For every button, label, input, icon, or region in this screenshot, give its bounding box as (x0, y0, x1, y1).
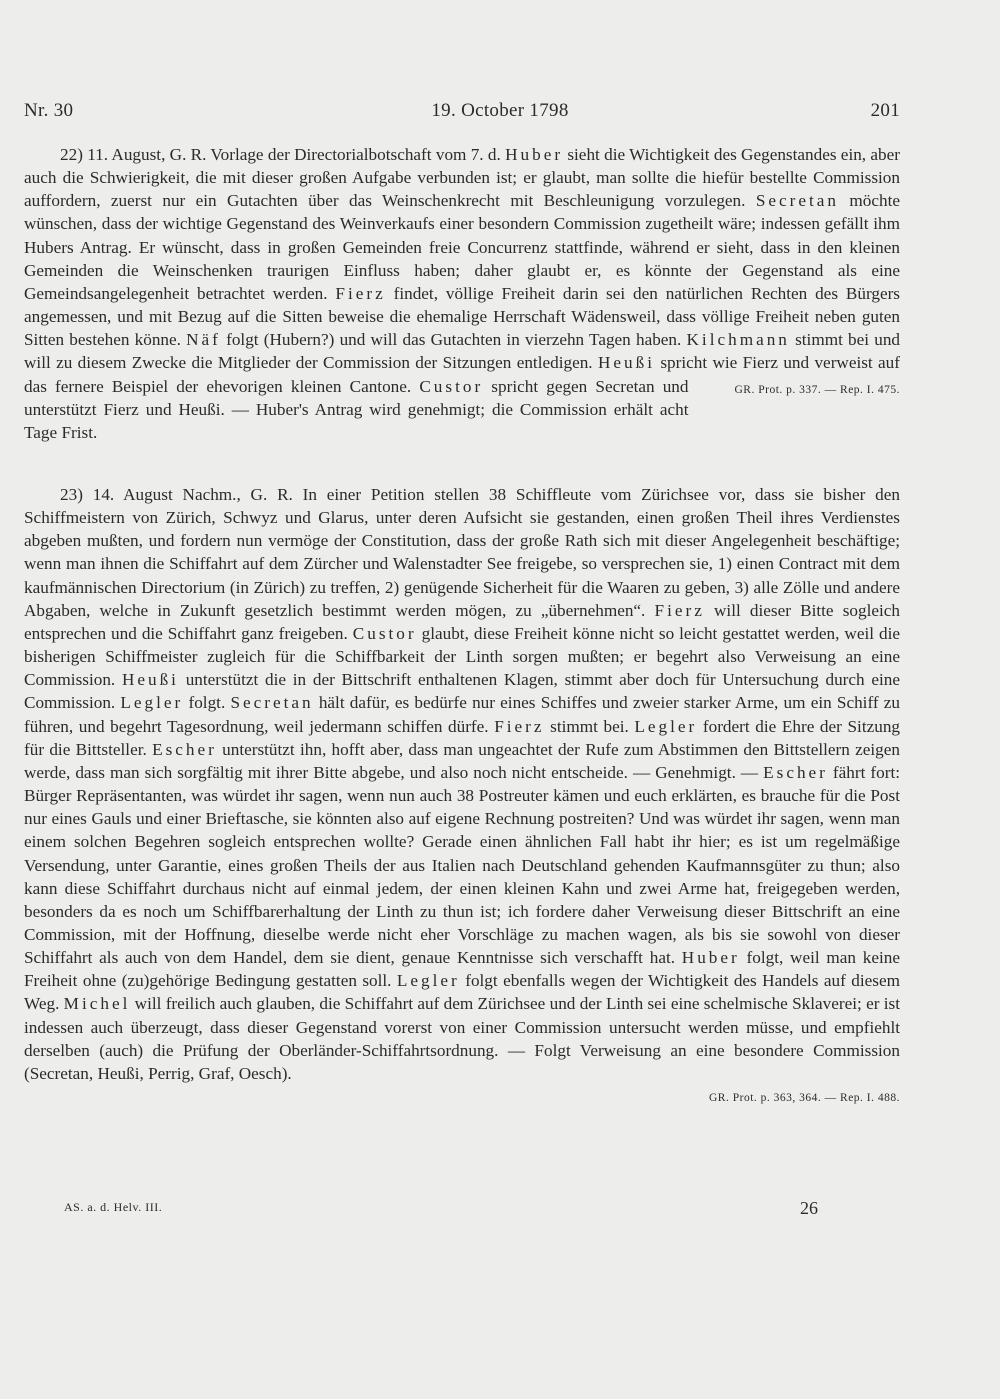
speaker-name: Escher (152, 739, 217, 759)
entry-22-paragraph (24, 143, 900, 444)
series-label: AS. a. d. Helv. III. (64, 1200, 163, 1214)
speaker-name: Heußi (597, 353, 655, 373)
source-reference: GR. Prot. p. 363, 364. — Rep. I. 488. (709, 1092, 900, 1105)
speaker-name: Huber (505, 145, 564, 164)
speaker-name: Secretan (755, 191, 840, 211)
speaker-name: Huber (681, 948, 740, 968)
speaker-name: Fierz (654, 600, 705, 620)
text-segment: glaubt, diese Freiheit könne nicht so leicht gestattet werden, weil die bisherigen Schiffmeister zugleich für die Schiffbarkeit der Linth sorgen mußten; er begehrt also Verweisung an eine Commission. (24, 623, 900, 690)
text-segment: unterstützt ihn, hofft aber, dass man ungeachtet der Rufe zum Abstimmen den Bittstellern zeigen werde, dass man sich sorgfältig mit ihrer Bitte abgebe, und also noch nicht entscheide. — Genehmigt. — (24, 739, 900, 782)
signature-mark: 26 (800, 1198, 818, 1218)
text-segment: spricht wie Fierz und verweist auf das fernere Beispiel der ehevorigen kleinen Cantone. (24, 353, 900, 396)
speaker-name: Legler (634, 716, 698, 736)
entry-22 (24, 143, 900, 444)
text-segment: folgt, weil man keine Freiheit ohne (zu)gehörige Bedingung gestatten soll. (24, 948, 900, 991)
speaker-name: Michel (63, 994, 131, 1014)
text-segment: folgt ebenfalls wegen der Wichtigkeit des Handels auf diesem Weg. (24, 971, 900, 1014)
speaker-name: Escher (763, 762, 828, 782)
document-number: Nr. 30 (24, 100, 74, 121)
speaker-name: Legler (396, 971, 460, 991)
text-segment: stimmt bei und will zu diesem Zwecke die Mitglieder der Commission der Sitzungen entledigen. (24, 330, 901, 373)
page-number: 201 (870, 100, 900, 121)
source-reference: GR. Prot. p. 337. — Rep. I. 475. (734, 383, 900, 396)
text-segment: fordert die Ehre der Sitzung für die Bittsteller. (24, 716, 901, 759)
text-segment: findet, völlige Freiheit darin sei den natürlichen Rechten des Bürgers angemessen, und mit Bezug auf die Sitten beweise die ehemalige Herrschaft Wädensweil, dass völlige Freiheit neben guten Sitten bestehen könne. (24, 283, 900, 350)
entry-23 (24, 483, 900, 1110)
text-segment: hält dafür, es bedürfe nur eines Schiffes und zweier starker Arme, um ein Schiff zu führen, und begehrt Tagesordnung, weil jedermann schiffen dürfe. (24, 693, 901, 736)
text-segment: In einer Petition stellen 38 Schiffleute vom Zürichsee vor, dass sie bisher den Schiffmeistern von Zürich, Schwyz und Glarus, unter deren Aufsicht sie gestanden, einen großen Theil ihres Verdienstes abgeben mußten, und fordern nun vermöge der Constitution, dass der große Rath sich mit dieser Angelegenheit beschäftige; wenn man ihnen die Schiffahrt auf dem Zürcher und Walenstadter See freigebe, so versprechen sie, 1) einen Contract mit dem kaufmännischen Directorium (in Zürich) zu treffen, 2) genügende Sicherheit für die Waaren zu geben, 3) alle Zölle und andere Abgaben, welche in Zukunft gesetzlich bestimmt werden mögen, zu „übernehmen“. (24, 485, 900, 620)
document-date: 19. October 1798 (431, 100, 569, 121)
text-segment: unterstützt die in der Bittschrift enthaltenen Klagen, stimmt aber doch für Untersuchung durch eine Commission. (24, 670, 900, 713)
speaker-name: Kilchmann (686, 330, 790, 350)
text-segment: will dieser Bitte sogleich entsprechen und die Schiffahrt ganz freigeben. (24, 600, 900, 643)
text-segment: spricht gegen Secretan und unterstützt Fierz und Heußi. — Huber's Antrag wird genehmigt; die Commission erhält acht Tage Frist. (24, 376, 689, 442)
speaker-name: Fierz (494, 716, 545, 736)
text-segment: folgt (Hubern?) und will das Gutachten in vierzehn Tagen haben. (220, 330, 687, 350)
speaker-name: Fierz (335, 283, 386, 303)
speaker-name: Heußi (121, 670, 179, 690)
speaker-name: Custor (352, 623, 417, 643)
entry-number: 22) 11. August, G. R. (60, 145, 207, 164)
entry-23-paragraph (24, 483, 900, 1085)
speaker-name: Legler (120, 693, 184, 713)
speaker-name: Secretan (230, 693, 314, 713)
speaker-name: Näf (186, 330, 221, 350)
entry-number: 23) 14. August Nachm., G. R. (60, 485, 293, 504)
text-segment: will freilich auch glauben, die Schiffahrt auf dem Zürichsee und der Linth sei eine schelmische Sklaverei; er ist indessen auch überzeugt, dass dieser Gegenstand vorerst von einer Commission untersucht werden müsse, und empfiehlt derselben (auch) die Prüfung der Oberländer-Schiffahrtsordnung. — Folgt Verweisung an eine besondere Commission (Secretan, Heußi, Perrig, Graf, Oesch). (24, 994, 900, 1083)
text-segment: stimmt bei. (544, 716, 635, 736)
text-segment: folgt. (183, 693, 231, 713)
text-segment: möchte wünschen, dass der wichtige Gegenstand des Weinverkaufs einer besondern Commission zugetheilt wäre; indessen gefällt ihm Hubers Antrag. Er wünscht, dass in großen Gemeinden freie Concurrenz stattfinde, während er sieht, dass in den kleinen Gemeinden die Weinschenken traurigen Einfluss haben; daher glaubt er, es könnte der Gegenstand als eine Gemeindsangelegenheit betrachtet werden. (24, 191, 901, 303)
text-segment: fährt fort: Bürger Repräsentanten, was würdet ihr sagen, wenn nun auch 38 Postreuter kämen und euch erklärten, es brauche für die Post nur eines Gauls und einer Brieftasche, sie könnten also auf eigene Rechnung postreiten? Und was würdet ihr sagen, wenn man einem solchen Begehren sogleich entsprechen wollte? Gerade einen ähnlichen Fall habt ihr hier; es ist um regelmäßige Versendung, unter Garantie, eines großen Theils der aus Italien nach Deutschland gehenden Kaufmannsgüter zu thun; also kann diese Schiffahrt durchaus nicht auf einmal jedem, der einen kleinen Kahn und zwei Arme hat, freigegeben werden, besonders da es noch um Schiffbarerhaltung der Linth zu thun ist; ich fordere daher Verweisung dieser Bittschrift an eine Commission, mit der Hoffnung, dieselbe werde nicht eher Vorschläge zu machen wagen, als bis sie sowohl von dieser Schiffahrt als auch von dem Handel, dem sie dient, genaue Kenntnisse sich verschafft hat. (24, 762, 900, 968)
text-segment: Vorlage der Directorialbotschaft vom 7. d. (206, 145, 506, 164)
speaker-name: Custor (419, 376, 484, 396)
text-segment: sieht die Wichtigkeit des Gegenstandes ein, aber auch die Schwierigkeit, die mit dieser großen Aufgabe verbunden ist; er glaubt, man sollte die hiefür bestellte Commission auffordern, zuerst nur ein Gutachten über das Weinschenkrecht mit Beschleunigung vorzulegen. (24, 145, 900, 211)
